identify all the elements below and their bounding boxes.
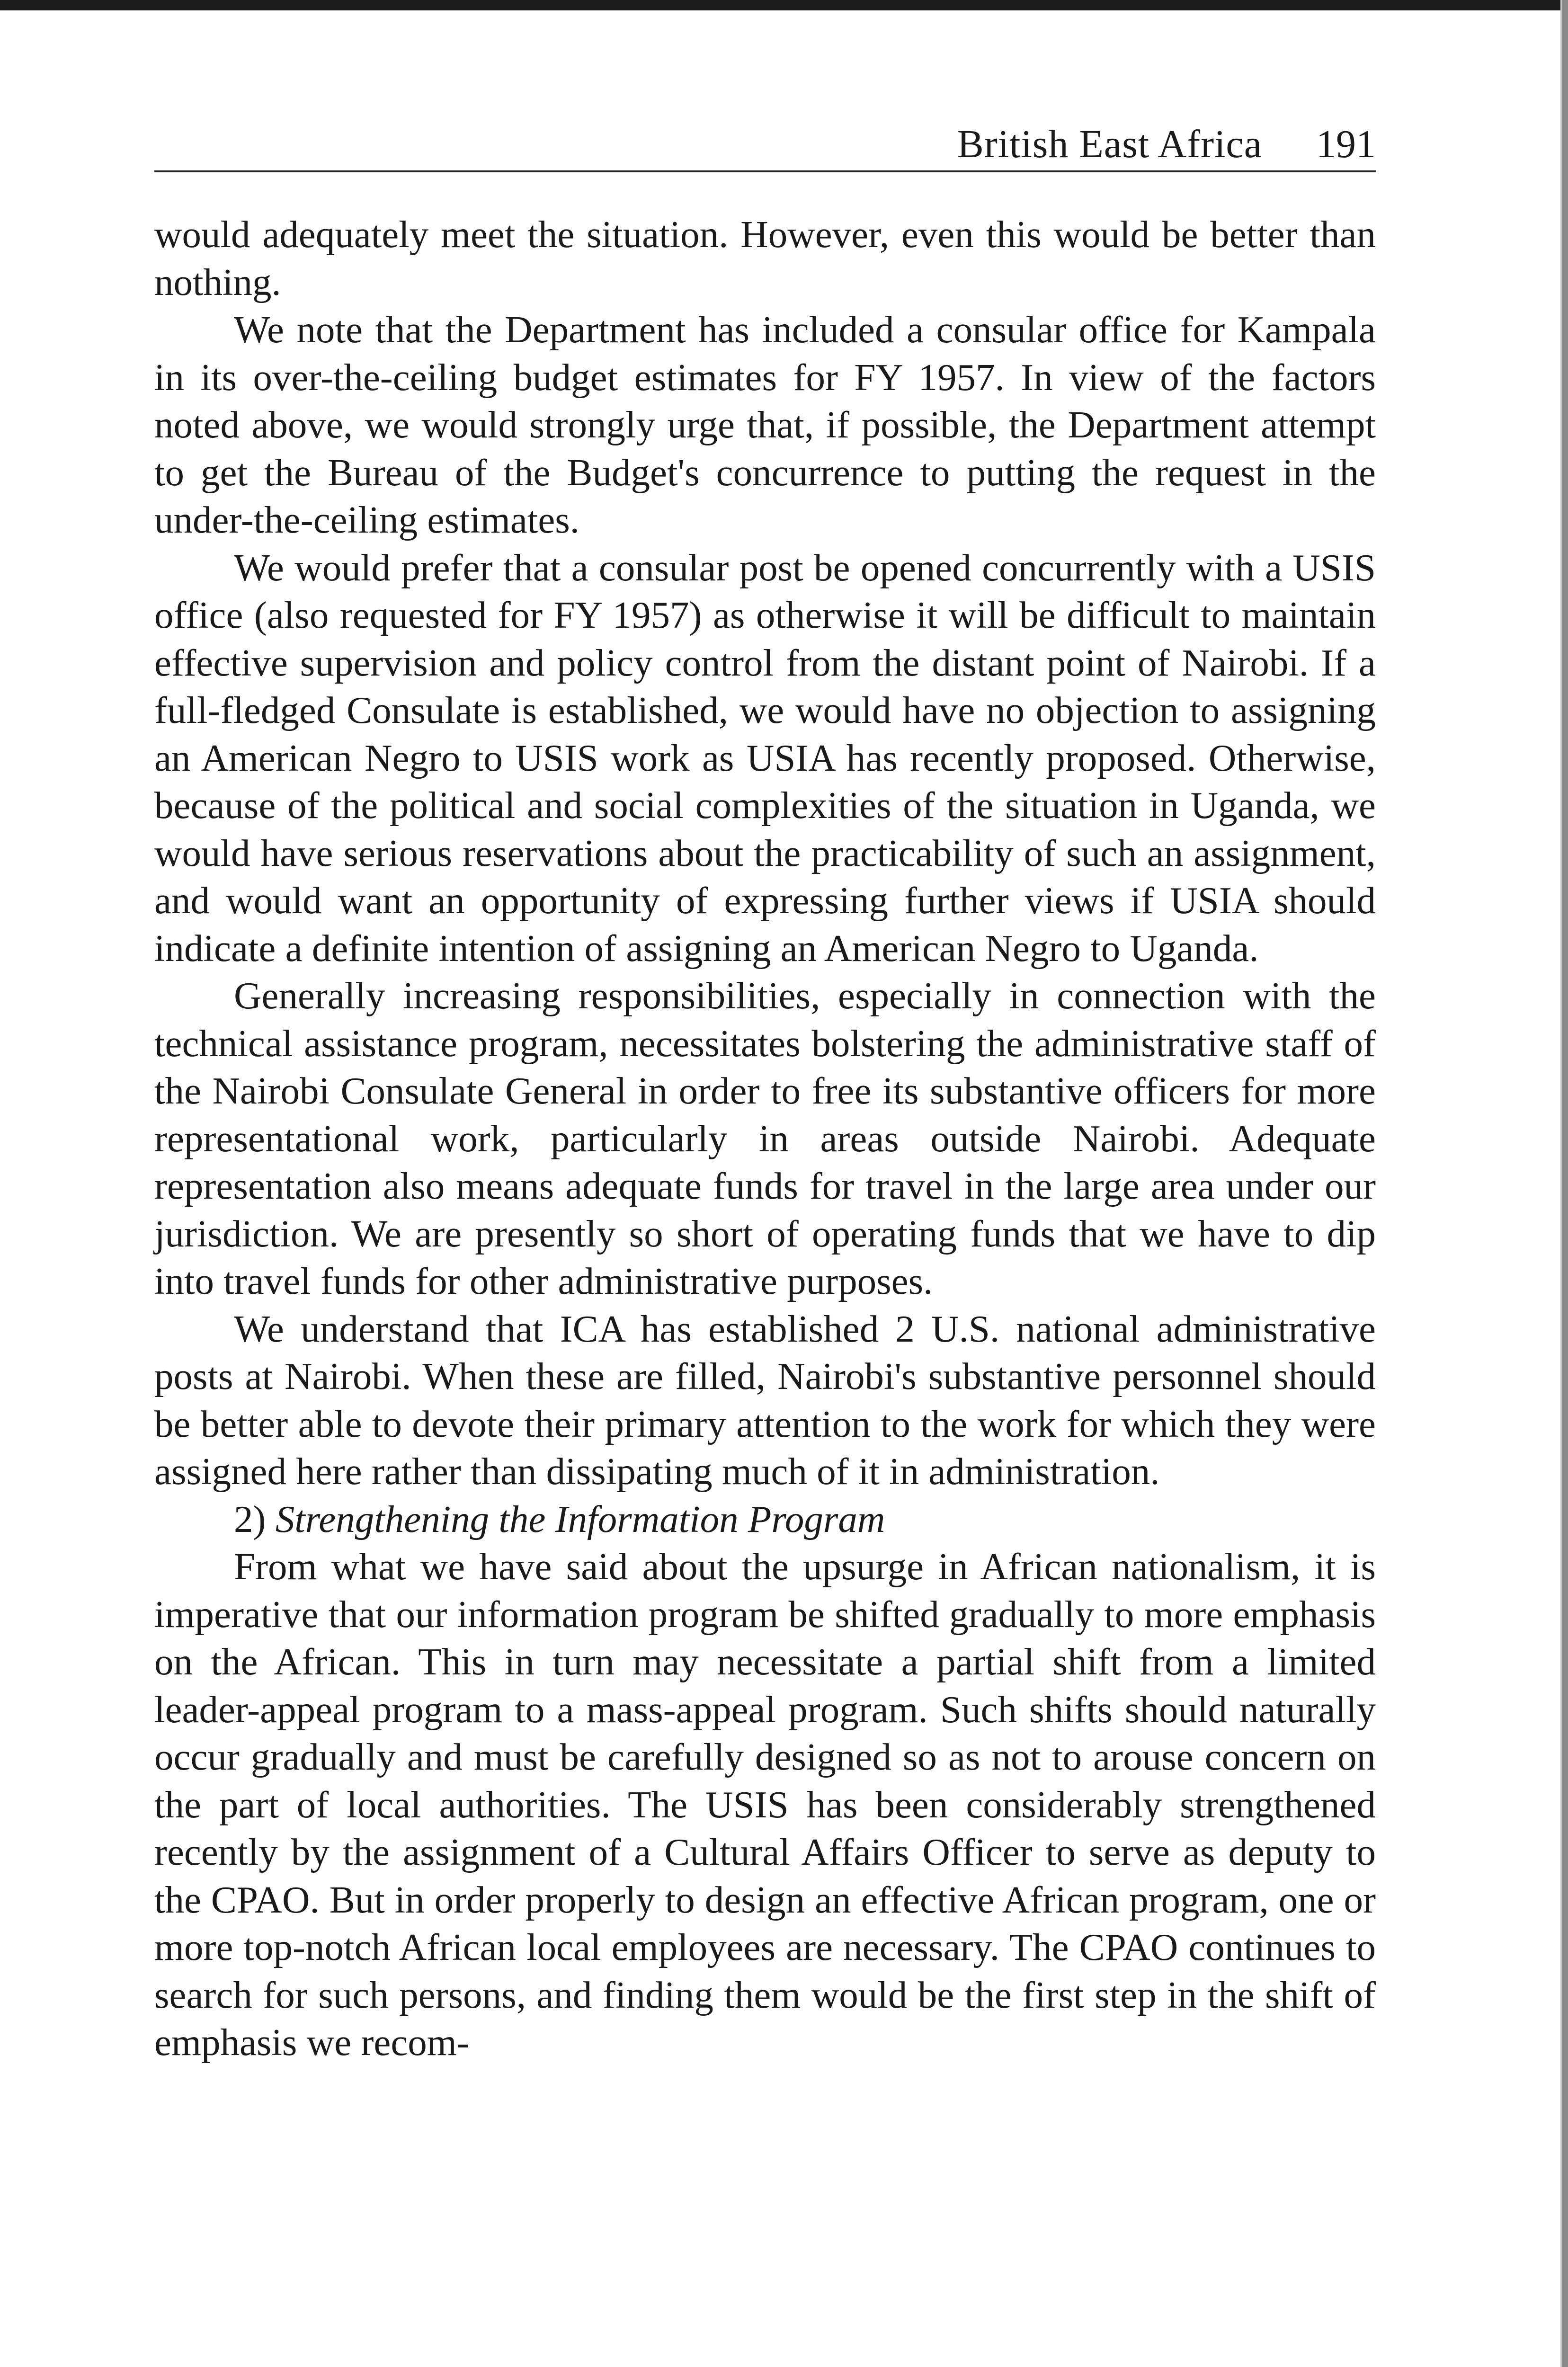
paragraph-responsibilities: Generally increasing responsibilities, especially in connection with the technical assistance program, necessitates bolstering the administrative staff of the Nairobi Consulate General in order to free its substantive officers for more representational work, particularly in areas outside Nairobi. Adequate representation also means adequate funds for travel in the large area under our jurisdiction. We are presently so short of operating funds that we have to dip into travel funds for other administrative purposes.: [154, 974, 1376, 1302]
subheading-number: 2): [234, 1497, 266, 1540]
paragraph-ica-posts: We understand that ICA has established 2 U.S. national administrative posts at Nairobi. When these are filled, Nairobi's substantive personnel should be better able to devote their primary attention to the work for which they were assigned here rather than dissipating much of it in administration.: [154, 1307, 1376, 1493]
page-header: [154, 118, 1376, 172]
paragraph-usis-office: We would prefer that a consular post be opened concurrently with a USIS office (also requested for FY 1957) as otherwise it will be difficult to maintain effective supervision and policy control from the distant point of Nairobi. If a full-fledged Consulate is established, we would have no objection to assigning an American Negro to USIS work as USIA has recently proposed. Otherwise, because of the political and social complexities of the situation in Uganda, we would have serious reservations about the practicability of such an assignment, and would want an opportunity of expressing further views if USIA should indicate a definite intention of assigning an American Negro to Uganda.: [154, 546, 1376, 970]
paragraph-information-program: From what we have said about the upsurge in African nationalism, it is imperative that our information program be shifted gradually to more emphasis on the African. This in turn may necessitate a partial shift from a limited leader-appeal program to a mass-appeal program. Such shifts should naturally occur gradually and must be carefully designed so as not to arouse concern on the part of local authorities. The USIS has been considerably strengthened recently by the assignment of a Cultural Affairs Officer to serve as deputy to the CPAO. But in order properly to design an effective African program, one or more top-notch African local employees are necessary. The CPAO continues to search for such persons, and finding them would be the first step in the shift of emphasis we recom-: [154, 1545, 1376, 2064]
scan-right-edge: [1562, 0, 1568, 2367]
running-title: British East Africa: [957, 122, 1262, 166]
section-subheading: [154, 1495, 1376, 1543]
paragraph-continued: would adequately meet the situation. However, even this would be better than nothing.: [154, 213, 1376, 303]
subheading-title: Strengthening the Information Program: [275, 1497, 885, 1540]
body-text: [154, 211, 1376, 2066]
paragraph-kampala-consular-office: We note that the Department has included a consular office for Kampala in its over-the-ceiling budget estimates for FY 1957. In view of the factors noted above, we would strongly urge that, if possible, the Department attempt to get the Bureau of the Budget's concurrence to putting the request in the under-the-ceiling estimates.: [154, 308, 1376, 541]
page-number: 191: [1316, 122, 1376, 166]
scan-top-edge: [0, 0, 1568, 10]
